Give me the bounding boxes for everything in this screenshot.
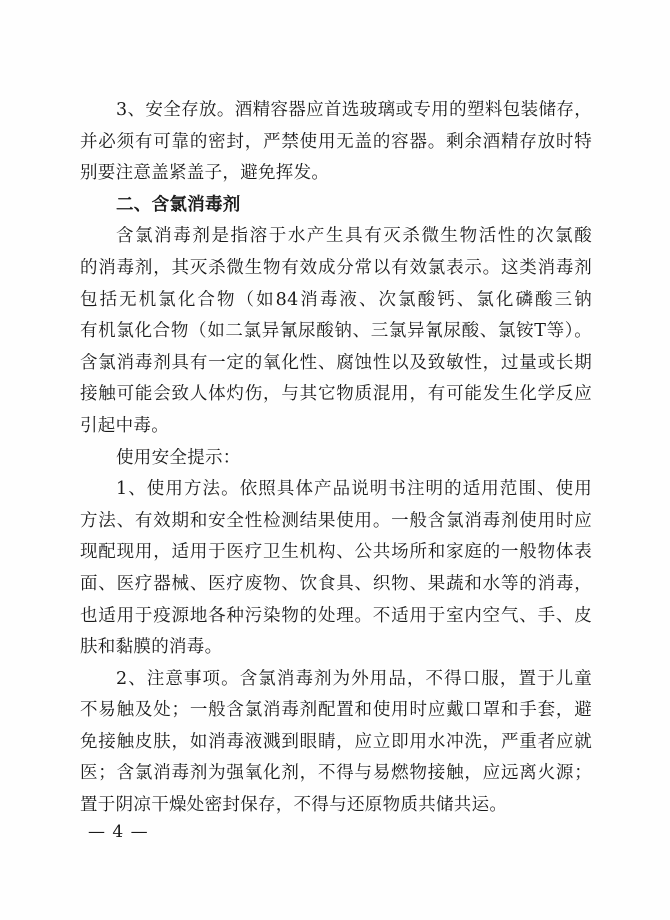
text-line: 2、注意事项。含氯消毒剂为外用品，不得口服，置于儿童	[116, 668, 592, 689]
text-line: 引起中毒。	[80, 415, 169, 436]
text-line: 含氯消毒剂具有一定的氧化性、腐蚀性以及致敏性，过量或长期	[80, 352, 592, 373]
text-line: 方法、有效期和安全性检测结果使用。一般含氯消毒剂使用时应	[80, 510, 592, 531]
document-body	[80, 95, 592, 822]
text-line: 面、医疗器械、医疗废物、饮食具、织物、果蔬和水等的消毒，	[80, 573, 592, 594]
text-line: 有机氯化合物（如二氯异氰尿酸钠、三氯异氰尿酸、氯铵T等）。	[80, 321, 592, 342]
text-line: 含氯消毒剂是指溶于水产生具有灭杀微生物活性的次氯酸	[116, 226, 592, 247]
text-line: 肤和黏膜的消毒。	[80, 637, 223, 658]
text-line: 不易触及处；一般含氯消毒剂配置和使用时应戴口罩和手套，避	[80, 700, 592, 721]
text-line: 的消毒剂，其灭杀微生物有效成分常以有效氯表示。这类消毒剂	[80, 257, 592, 278]
page-number: — 4 —	[88, 822, 149, 842]
text-line: 接触可能会致人体灼伤，与其它物质混用，有可能发生化学反应	[80, 384, 592, 405]
text-line: 1、使用方法。依照具体产品说明书注明的适用范围、使用	[116, 479, 592, 500]
section-heading: 二、含氯消毒剂	[116, 194, 241, 215]
text-line: 置于阴凉干燥处密封保存，不得与还原物质共储共运。	[80, 795, 508, 816]
text-line: 包括无机氯化合物（如84消毒液、次氯酸钙、氯化磷酸三钠	[80, 289, 592, 310]
text-line: 医；含氯消毒剂为强氧化剂，不得与易燃物接触，应远离火源；	[80, 763, 592, 784]
subheading: 使用安全提示：	[116, 447, 241, 468]
text-line: 并必须有可靠的密封，严禁使用无盖的容器。剩余酒精存放时特	[80, 131, 592, 152]
text-line: 也适用于疫源地各种污染物的处理。不适用于室内空气、手、皮	[80, 605, 592, 626]
text-line: 现配现用，适用于医疗卫生机构、公共场所和家庭的一般物体表	[80, 542, 592, 563]
text-line: 免接触皮肤，如消毒液溅到眼睛，应立即用水冲洗，严重者应就	[80, 731, 592, 752]
text-line: 3、安全存放。酒精容器应首选玻璃或专用的塑料包装储存，	[116, 100, 592, 120]
text-line: 别要注意盖紧盖子，避免挥发。	[80, 163, 330, 184]
